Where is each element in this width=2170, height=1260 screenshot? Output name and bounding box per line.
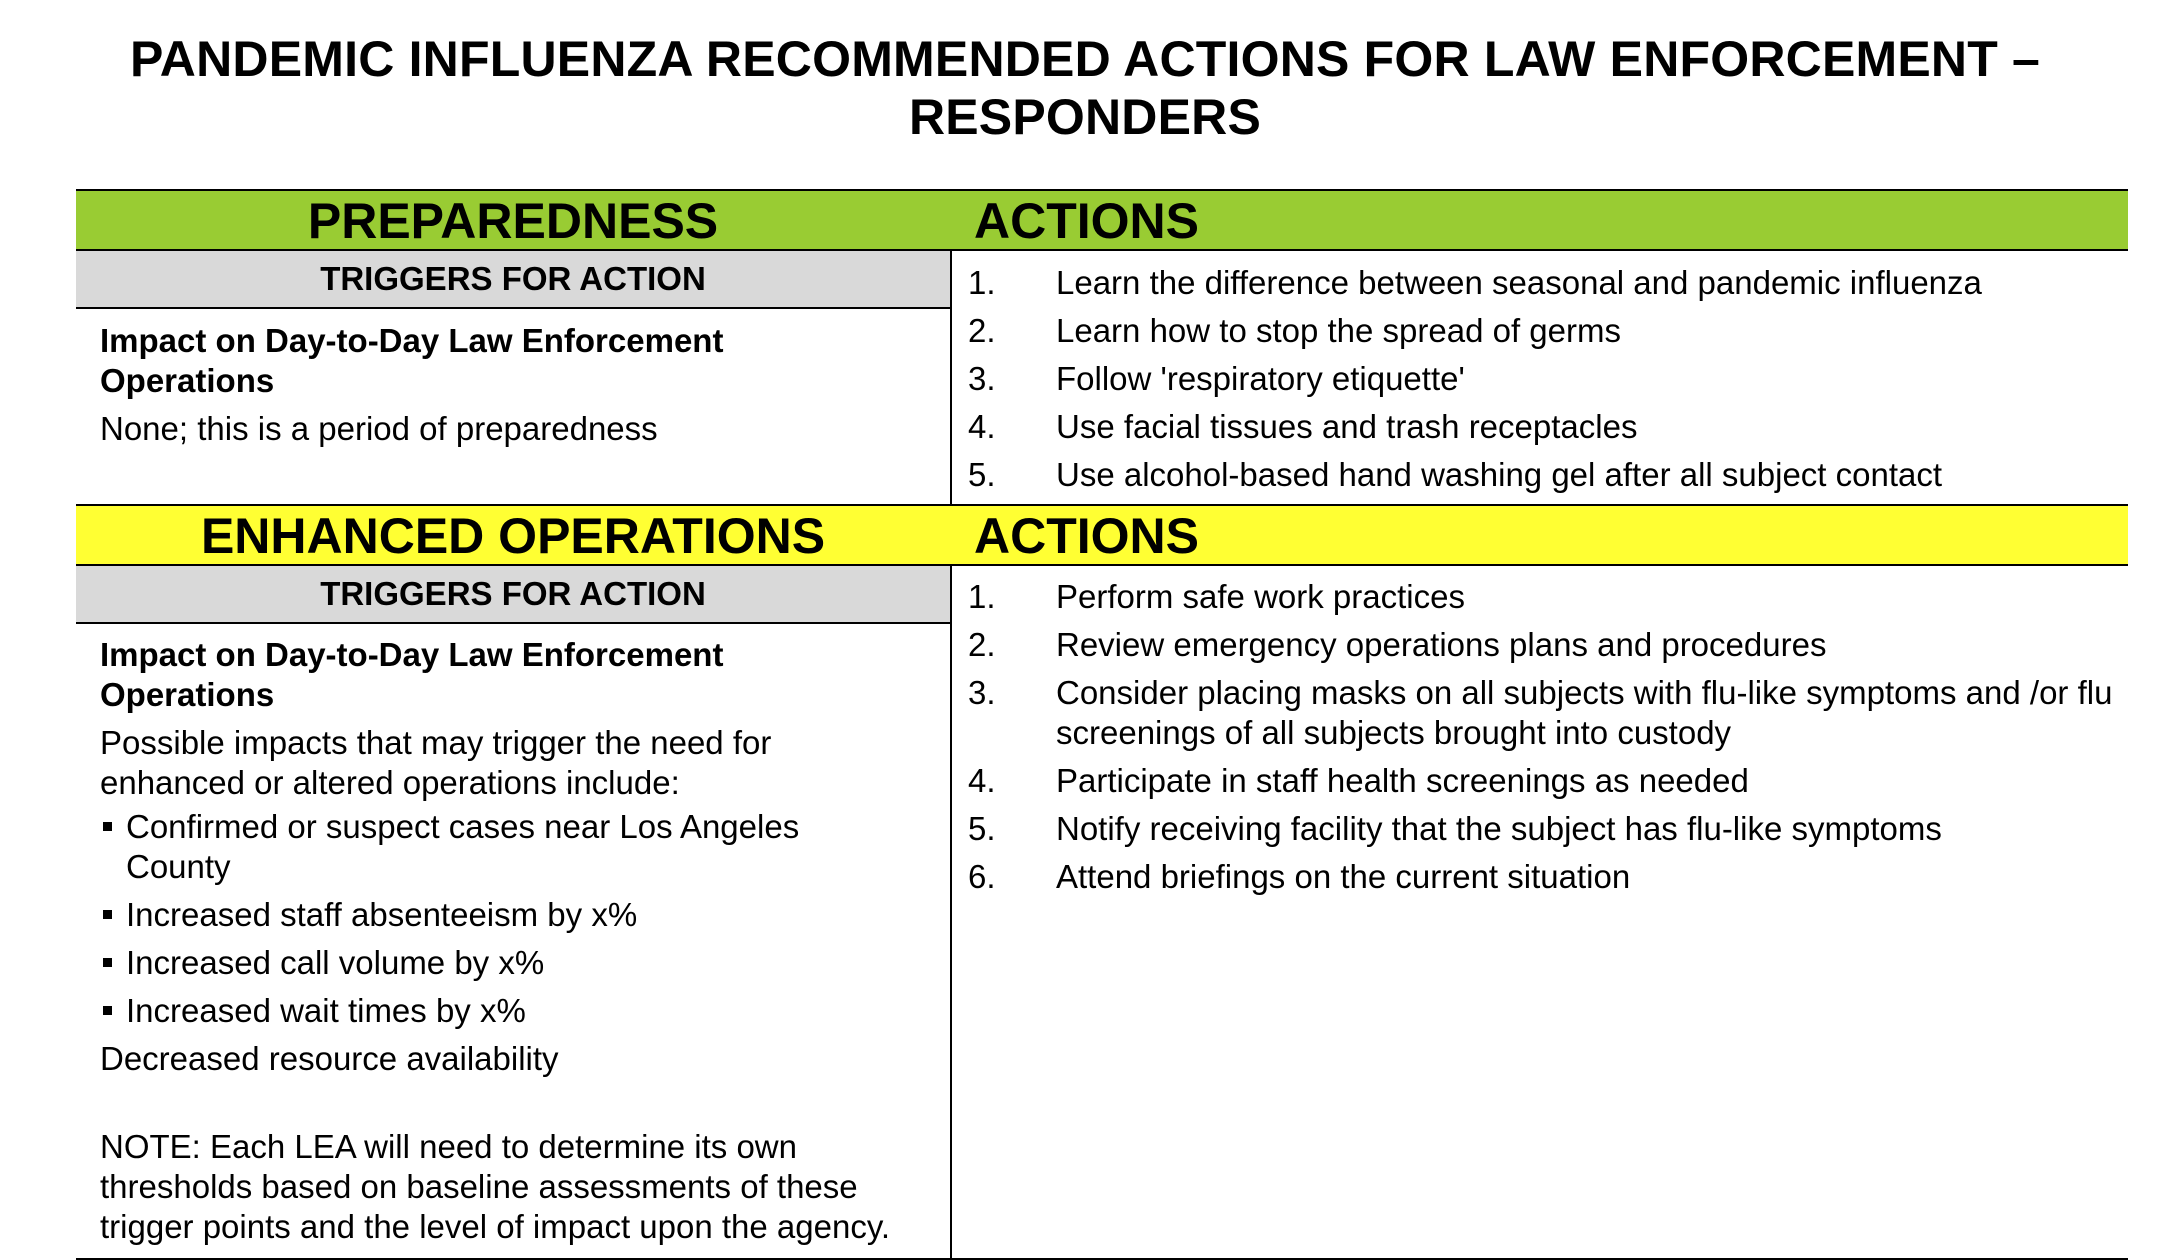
bullet-item: Increased staff absenteeism by x%	[100, 895, 886, 935]
enhanced-actions-list	[968, 577, 2118, 905]
bullet-item: Increased wait times by x%	[100, 991, 886, 1031]
item-text: Participate in staff health screenings as needed	[1056, 762, 1749, 799]
item-number: 3.	[968, 674, 996, 711]
list-item	[968, 577, 2118, 617]
item-text: Use facial tissues and trash receptacles	[1056, 408, 1638, 445]
list-item	[968, 625, 2118, 665]
item-number: 2.	[968, 626, 996, 663]
enhanced-note: NOTE: Each LEA will need to determine its own thresholds based on baseline assessments of these trigger points and the level of impact upon the agency.	[100, 1128, 891, 1245]
item-text: Learn the difference between seasonal and pandemic influenza	[1056, 264, 1982, 301]
list-item	[968, 455, 2118, 495]
bullet-item: Increased call volume by x%	[100, 943, 886, 983]
item-number: 5.	[968, 456, 996, 493]
enhanced-impact-bullets	[100, 807, 950, 1031]
item-number: 6.	[968, 858, 996, 895]
item-text: Use alcohol-based hand washing gel after all subject contact	[1056, 456, 1943, 493]
list-item	[968, 263, 2118, 303]
list-item	[968, 809, 2118, 849]
list-item	[968, 407, 2118, 447]
preparedness-header-band	[76, 191, 2128, 251]
item-number: 4.	[968, 408, 996, 445]
enhanced-impact-heading: Impact on Day-to-Day Law Enforcement Operations	[100, 636, 724, 713]
preparedness-heading: PREPAREDNESS	[307, 193, 719, 249]
page-title-line-1: PANDEMIC INFLUENZA RECOMMENDED ACTIONS FOR LAW ENFORCEMENT –	[129, 31, 2041, 87]
item-text: Follow 'respiratory etiquette'	[1056, 360, 1465, 397]
enhanced-closing-text: Decreased resource availability	[100, 1040, 559, 1077]
enhanced-actions-heading: ACTIONS	[974, 508, 1199, 564]
enhanced-impact-section	[100, 635, 950, 1247]
item-text: Perform safe work practices	[1056, 578, 1465, 615]
list-item	[968, 857, 2118, 897]
item-text: Attend briefings on the current situation	[1056, 858, 1631, 895]
enhanced-triggers-label: TRIGGERS FOR ACTION	[76, 566, 950, 624]
item-text: Notify receiving facility that the subject has flu-like symptoms	[1056, 810, 1942, 847]
item-number: 3.	[968, 360, 996, 397]
column-divider	[950, 191, 952, 1258]
item-text: Consider placing masks on all subjects with flu-like symptoms and /or flu screenings of all subjects brought into custody	[1056, 674, 2113, 751]
item-number: 2.	[968, 312, 996, 349]
page-title-line-2: RESPONDERS	[908, 89, 1262, 145]
item-text: Review emergency operations plans and procedures	[1056, 626, 1827, 663]
enhanced-heading: ENHANCED OPERATIONS	[200, 508, 826, 564]
enhanced-impact-intro: Possible impacts that may trigger the need for enhanced or altered operations include:	[100, 724, 772, 801]
item-number: 5.	[968, 810, 996, 847]
item-text: Learn how to stop the spread of germs	[1056, 312, 1621, 349]
list-item	[968, 673, 2118, 753]
preparedness-impact-section	[100, 321, 950, 449]
item-number: 4.	[968, 762, 996, 799]
bullet-item: Confirmed or suspect cases near Los Angeles County	[100, 807, 886, 887]
item-number: 1.	[968, 264, 996, 301]
list-item	[968, 311, 2118, 351]
preparedness-actions-list	[968, 263, 2118, 503]
page-title	[0, 30, 2170, 146]
preparedness-impact-text: None; this is a period of preparedness	[100, 410, 658, 447]
preparedness-actions-heading: ACTIONS	[974, 193, 1199, 249]
item-number: 1.	[968, 578, 996, 615]
enhanced-header-band	[76, 504, 2128, 566]
preparedness-triggers-label: TRIGGERS FOR ACTION	[76, 251, 950, 309]
preparedness-impact-heading: Impact on Day-to-Day Law Enforcement Operations	[100, 322, 724, 399]
list-item	[968, 359, 2118, 399]
actions-table	[76, 189, 2128, 1260]
list-item	[968, 761, 2118, 801]
